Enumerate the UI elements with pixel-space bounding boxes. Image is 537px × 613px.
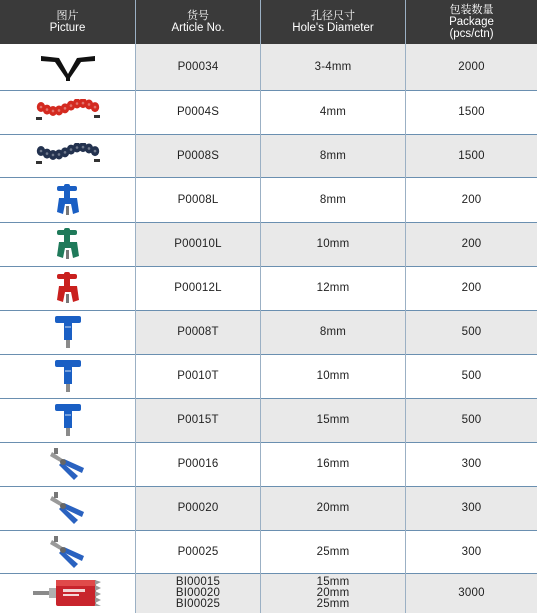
picture-cell: [0, 530, 135, 573]
package-cell: [406, 486, 537, 530]
package-value: 200: [461, 238, 482, 250]
package-value: 1500: [458, 149, 485, 162]
package-value: 500: [461, 326, 482, 338]
header-article: [136, 0, 260, 44]
article-value: P00012L: [174, 282, 222, 294]
diameter-value: 3-4mm: [314, 61, 352, 73]
package-cell: [406, 177, 537, 222]
package-cell: [406, 90, 537, 134]
table-row: [0, 398, 537, 442]
table-row: [0, 442, 537, 486]
diameter-value: 8mm: [319, 149, 347, 162]
package-value: 2000: [458, 61, 485, 73]
picture-cell: [0, 177, 135, 222]
header-diameter-en: Hole's Diameter: [292, 22, 374, 34]
table-row: [0, 573, 537, 613]
article-cell: [136, 44, 260, 90]
diameter-value: 4mm: [319, 106, 347, 118]
diameter-value: 16mm: [316, 458, 350, 470]
article-line: BI00015: [175, 575, 221, 588]
package-cell: [406, 354, 537, 398]
row-divider: [0, 354, 537, 355]
header-diameter-zh: 孔径尺寸: [311, 10, 355, 22]
table-row: [0, 266, 537, 310]
table-row: [0, 486, 537, 530]
diameter-line: 20mm: [316, 586, 350, 599]
blue-l-punch-icon: [53, 182, 83, 218]
red-l-punch-icon: [53, 270, 83, 306]
diameter-cell: [261, 44, 405, 90]
package-value: 500: [461, 370, 482, 382]
article-line: BI00025: [175, 597, 221, 610]
article-line: BI00020: [175, 586, 221, 599]
blue-t-punch-icon: [53, 314, 83, 350]
header-article-zh: 货号: [187, 10, 209, 22]
table-row: [0, 530, 537, 573]
table-row: [0, 134, 537, 177]
diameter-cell: [261, 177, 405, 222]
package-cell: [406, 266, 537, 310]
blue-t-punch-icon: [53, 402, 83, 438]
package-cell: [406, 310, 537, 354]
package-cell: [406, 222, 537, 266]
package-value: 3000: [458, 587, 485, 599]
table-row: [0, 44, 537, 90]
diameter-value: 8mm: [319, 326, 347, 338]
article-value: P0004S: [176, 106, 220, 118]
diameter-value: 15mm: [316, 414, 350, 426]
picture-cell: [0, 90, 135, 134]
article-cell: [136, 222, 260, 266]
package-cell: [406, 530, 537, 573]
diameter-value: 20mm: [316, 502, 350, 514]
row-divider: [0, 530, 537, 531]
row-divider: [0, 442, 537, 443]
table-row: [0, 90, 537, 134]
diameter-cell: [261, 530, 405, 573]
row-divider: [0, 310, 537, 311]
navy-chain-punch-icon: [35, 143, 101, 169]
header-diameter: [261, 0, 405, 44]
header-package-unit: (pcs/ctn): [449, 28, 494, 40]
article-cell: [136, 266, 260, 310]
picture-cell: [0, 134, 135, 177]
article-cell: [136, 177, 260, 222]
diameter-line: 15mm: [316, 575, 350, 588]
header-package-zh: 包装数量: [449, 4, 494, 16]
blue-t-punch-icon: [53, 358, 83, 394]
article-value: P00016: [177, 458, 219, 470]
header-picture-zh: 图片: [56, 10, 79, 22]
diameter-value: 10mm: [316, 370, 350, 382]
plier-punch-icon: [48, 490, 88, 526]
article-cell: [136, 134, 260, 177]
article-cell: [136, 398, 260, 442]
picture-cell: [0, 222, 135, 266]
header-picture: [0, 0, 135, 44]
picture-cell: [0, 310, 135, 354]
picture-cell: [0, 486, 135, 530]
row-divider: [0, 398, 537, 399]
row-divider: [0, 177, 537, 178]
article-value: P0010T: [177, 370, 219, 382]
picture-cell: [0, 44, 135, 90]
diameter-cell: [261, 310, 405, 354]
table-row: [0, 354, 537, 398]
row-divider: [0, 134, 537, 135]
row-divider: [0, 90, 537, 91]
diameter-cell: [261, 266, 405, 310]
package-cell: [406, 398, 537, 442]
table-row: [0, 222, 537, 266]
article-value: P0008T: [177, 326, 219, 338]
article-value: P00034: [177, 61, 219, 73]
package-cell: [406, 573, 537, 613]
picture-cell: [0, 442, 135, 486]
package-value: 200: [461, 282, 482, 294]
package-value: 200: [461, 193, 482, 206]
picture-cell: [0, 398, 135, 442]
diameter-cell: [261, 90, 405, 134]
article-cell: [136, 486, 260, 530]
diameter-value: 25mm: [316, 545, 350, 558]
article-cell: [136, 310, 260, 354]
package-value: 500: [461, 414, 482, 426]
hole-saw-icon: [31, 576, 105, 610]
diameter-value: 10mm: [316, 238, 350, 250]
package-value: 1500: [458, 106, 485, 118]
article-value: P0008S: [176, 149, 220, 162]
diameter-cell: [261, 486, 405, 530]
diameter-cell: [261, 573, 405, 613]
header-picture-en: Picture: [49, 22, 86, 34]
package-value: 300: [461, 545, 482, 558]
package-value: 300: [461, 458, 482, 470]
column-divider: [135, 0, 136, 613]
package-cell: [406, 44, 537, 90]
table-row: [0, 177, 537, 222]
diameter-cell: [261, 134, 405, 177]
plier-punch-icon: [48, 534, 88, 570]
diameter-cell: [261, 398, 405, 442]
table-row: [0, 310, 537, 354]
picture-cell: [0, 573, 135, 613]
row-divider: [0, 266, 537, 267]
article-value: P00010L: [174, 238, 222, 250]
article-value: P0008L: [177, 193, 219, 206]
diameter-cell: [261, 222, 405, 266]
article-cell: [136, 90, 260, 134]
article-cell: [136, 530, 260, 573]
row-divider: [0, 573, 537, 574]
article-value: P0015T: [177, 414, 219, 426]
plier-punch-icon: [48, 446, 88, 482]
diameter-line: 25mm: [316, 597, 350, 610]
black-v-punch-icon: [37, 52, 99, 82]
package-value: 300: [461, 502, 482, 514]
package-cell: [406, 442, 537, 486]
diameter-value: 8mm: [319, 193, 347, 206]
table-header: [0, 0, 537, 44]
article-value: P00020: [177, 502, 219, 514]
article-cell: [136, 354, 260, 398]
header-package-en: Package: [449, 16, 494, 28]
diameter-value: 12mm: [316, 282, 350, 294]
row-divider: [0, 222, 537, 223]
header-package: [406, 0, 537, 44]
article-cell: [136, 573, 260, 613]
article-cell: [136, 442, 260, 486]
picture-cell: [0, 266, 135, 310]
column-divider: [405, 0, 406, 613]
article-value: P00025: [177, 545, 219, 558]
picture-cell: [0, 354, 135, 398]
column-divider: [260, 0, 261, 613]
red-chain-punch-icon: [35, 99, 101, 125]
header-article-en: Article No.: [171, 22, 225, 34]
green-l-punch-icon: [53, 226, 83, 262]
row-divider: [0, 486, 537, 487]
diameter-cell: [261, 354, 405, 398]
diameter-cell: [261, 442, 405, 486]
package-cell: [406, 134, 537, 177]
